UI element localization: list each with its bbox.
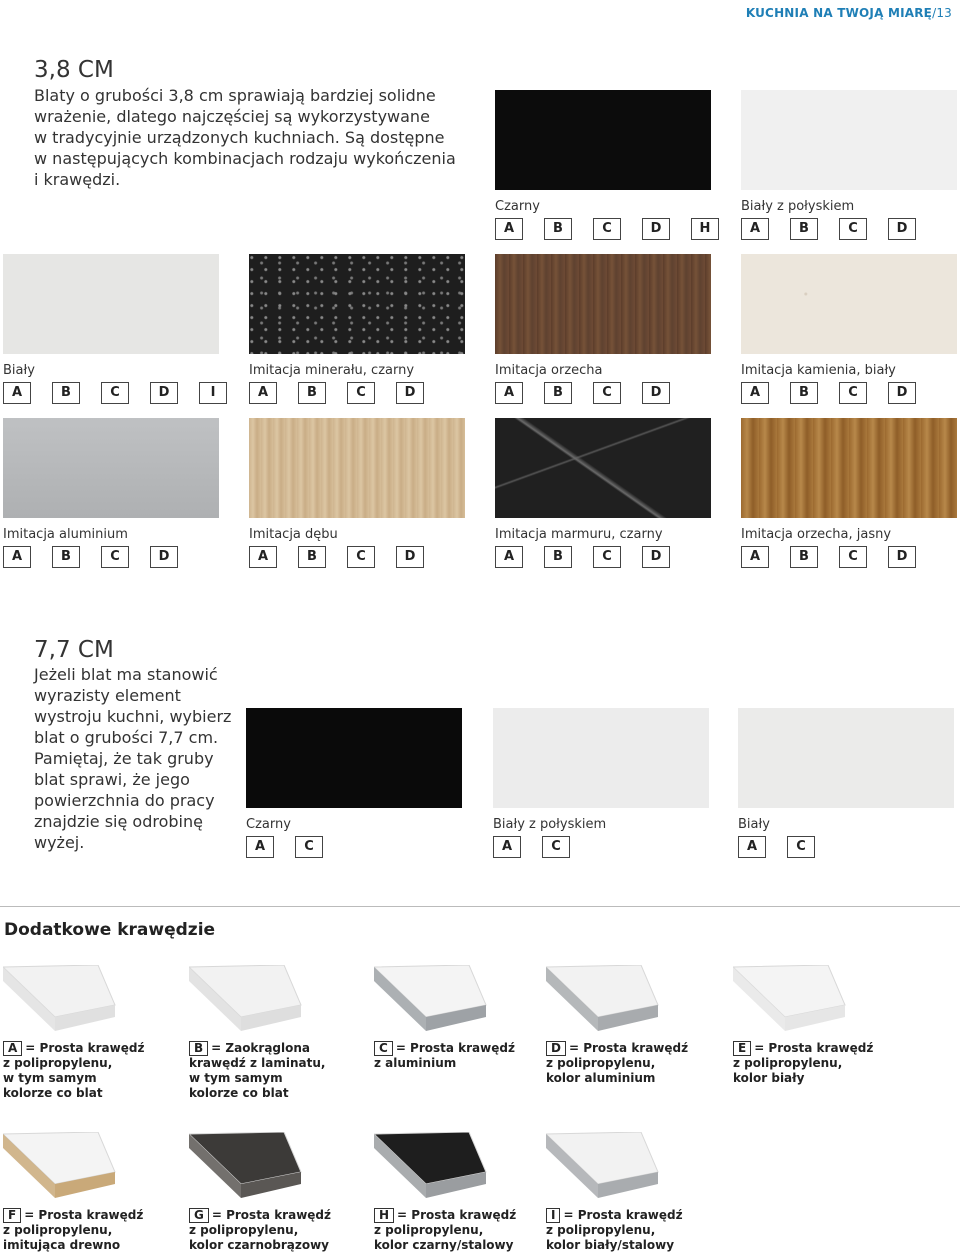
intro-line: Pamiętaj, że tak gruby — [34, 749, 214, 768]
finish-name: Czarny — [246, 817, 291, 832]
edge-code-box: B — [52, 382, 80, 404]
edge-code-box: B — [544, 546, 572, 568]
edge-code-box: A — [495, 546, 523, 568]
section-title-38: 3,8 CM — [34, 57, 114, 83]
section-title-77: 7,7 CM — [34, 637, 114, 663]
finish-name: Imitacja minerału, czarny — [249, 363, 415, 378]
intro-line: i krawędzi. — [34, 170, 121, 189]
edge-code-box: B — [298, 546, 326, 568]
edge-code-box: C — [295, 836, 323, 858]
edge-description-line — [374, 1223, 516, 1238]
intro-line: wrażenie, dlatego najczęściej są wykorzystywane — [34, 107, 430, 126]
edge-description-text: kolorze co blat — [189, 1086, 289, 1100]
edge-description-text: w tym samym — [189, 1071, 283, 1085]
edge-code-box: C — [347, 546, 375, 568]
edge-code-box: D — [642, 546, 670, 568]
edge-description-line — [546, 1208, 683, 1223]
intro-line: wyżej. — [34, 833, 85, 852]
edge-code-box: D — [888, 382, 916, 404]
finish-name: Imitacja aluminium — [3, 527, 128, 542]
edge-description-text: z polipropylenu, — [546, 1223, 656, 1237]
edge-description-line — [3, 1086, 144, 1101]
edge-code-box: D — [396, 546, 424, 568]
edge-description — [189, 1208, 331, 1253]
edge-description-line — [189, 1071, 325, 1086]
edge-code-box: A — [246, 836, 274, 858]
edge-code-box: D — [396, 382, 424, 404]
edge-code-label: F — [3, 1208, 21, 1223]
edge-description — [546, 1208, 683, 1253]
page-header — [746, 6, 952, 20]
edge-description-line — [374, 1238, 516, 1253]
edge-description-line — [3, 1238, 143, 1253]
intro-text-38 — [34, 85, 456, 190]
edge-description-text: imitująca drewno — [3, 1238, 121, 1252]
edge-description — [374, 1208, 516, 1253]
edge-description-line — [189, 1208, 331, 1223]
finish-swatch — [741, 418, 957, 518]
edge-description — [546, 1041, 688, 1086]
edge-description-line — [733, 1071, 873, 1086]
finish-name: Imitacja marmuru, czarny — [495, 527, 663, 542]
edge-description-line — [546, 1056, 688, 1071]
edge-code-label: E — [733, 1041, 751, 1056]
edge-sample-image — [189, 1132, 329, 1202]
intro-line: Blaty o grubości 3,8 cm sprawiają bardziej solidne — [34, 86, 436, 105]
edge-description-text: kolor biały/stalowy — [546, 1238, 675, 1252]
edge-description-line — [3, 1223, 143, 1238]
edge-description-text: kolor czarny/stalowy — [374, 1238, 514, 1252]
edge-code-box: D — [150, 382, 178, 404]
edge-code-box: C — [101, 382, 129, 404]
edge-code-box: B — [790, 546, 818, 568]
finish-swatch — [495, 418, 711, 518]
edge-description-line — [189, 1238, 331, 1253]
edge-code-box: D — [888, 546, 916, 568]
edge-sample-image — [546, 965, 686, 1035]
intro-line: w następujących kombinacjach rodzaju wykończenia — [34, 149, 456, 168]
edge-description-line — [374, 1056, 515, 1071]
finish-swatch — [741, 90, 957, 190]
edge-code-box: B — [790, 218, 818, 240]
edge-code-box: A — [493, 836, 521, 858]
edge-description-text: z polipropylenu, — [374, 1223, 484, 1237]
edge-code-label: B — [189, 1041, 208, 1056]
edge-description-text: = Prosta krawędź — [754, 1041, 874, 1055]
edge-code-box: B — [52, 546, 80, 568]
edge-description-text: = Prosta krawędź — [211, 1208, 331, 1222]
edge-description-text: kolorze co blat — [3, 1086, 103, 1100]
edge-description — [189, 1041, 325, 1101]
edge-description — [374, 1041, 515, 1071]
edge-description-text: z polipropylenu, — [733, 1056, 843, 1070]
finish-name: Imitacja dębu — [249, 527, 338, 542]
edge-code-box: B — [298, 382, 326, 404]
edge-code-label: A — [3, 1041, 22, 1056]
edge-code-box: A — [495, 218, 523, 240]
edges-title: Dodatkowe krawędzie — [4, 920, 216, 940]
edge-code-box: I — [199, 382, 227, 404]
edge-code-box: C — [839, 218, 867, 240]
edge-code-box: D — [888, 218, 916, 240]
edge-code-box: B — [544, 382, 572, 404]
finish-swatch — [249, 254, 465, 354]
edge-description-text: z polipropylenu, — [3, 1056, 113, 1070]
edge-sample-image — [374, 965, 514, 1035]
finish-swatch — [246, 708, 462, 808]
edge-code-box: A — [249, 382, 277, 404]
edge-description-text: = Prosta krawędź — [397, 1208, 517, 1222]
edge-code-box: D — [150, 546, 178, 568]
edge-code-box: A — [741, 382, 769, 404]
edge-code-box: A — [741, 546, 769, 568]
edge-description-line — [189, 1086, 325, 1101]
edge-code-box: A — [3, 382, 31, 404]
edge-code-box: C — [787, 836, 815, 858]
page-number: /13 — [932, 6, 952, 20]
edge-code-label: H — [374, 1208, 394, 1223]
intro-line: powierzchnia do pracy — [34, 791, 215, 810]
finish-name: Czarny — [495, 199, 540, 214]
edge-code-box: C — [101, 546, 129, 568]
edge-description-text: kolor czarnobrązowy — [189, 1238, 329, 1252]
edge-description-line — [3, 1208, 143, 1223]
finish-swatch — [738, 708, 954, 808]
edge-description-text: z polipropylenu, — [189, 1223, 299, 1237]
edge-description-line — [546, 1223, 683, 1238]
edge-description — [733, 1041, 873, 1086]
edge-code-box: A — [495, 382, 523, 404]
finish-name: Imitacja kamienia, biały — [741, 363, 896, 378]
edge-code-box: C — [593, 218, 621, 240]
edge-description-text: kolor aluminium — [546, 1071, 656, 1085]
edge-code-box: C — [542, 836, 570, 858]
intro-line: wyrazisty element — [34, 686, 181, 705]
edge-code-box: A — [738, 836, 766, 858]
edge-code-box: A — [249, 546, 277, 568]
edge-code-box: C — [839, 382, 867, 404]
edge-description-text: z polipropylenu, — [546, 1056, 656, 1070]
edge-description-line — [189, 1041, 325, 1056]
section-divider — [0, 906, 960, 907]
finish-swatch — [3, 254, 219, 354]
edge-code-box: H — [691, 218, 719, 240]
edge-description-text: = Prosta krawędź — [24, 1208, 144, 1222]
edge-description — [3, 1208, 143, 1253]
edge-description-line — [3, 1056, 144, 1071]
edge-description-text: = Prosta krawędź — [563, 1208, 683, 1222]
edge-code-box: C — [347, 382, 375, 404]
finish-name: Biały z połyskiem — [741, 199, 855, 214]
intro-line: w tradycyjnie urządzonych kuchniach. Są dostępne — [34, 128, 445, 147]
edge-description-line — [3, 1071, 144, 1086]
edge-code-box: A — [3, 546, 31, 568]
edge-description-line — [546, 1238, 683, 1253]
edge-code-box: B — [544, 218, 572, 240]
edge-description-text: z polipropylenu, — [3, 1223, 113, 1237]
intro-line: Jeżeli blat ma stanowić — [34, 665, 218, 684]
edge-sample-image — [374, 1132, 514, 1202]
edge-code-label: D — [546, 1041, 566, 1056]
finish-swatch — [493, 708, 709, 808]
edge-description-text: = Prosta krawędź — [568, 1041, 689, 1055]
edge-code-box: D — [642, 218, 670, 240]
edge-description-line — [546, 1041, 688, 1056]
edge-description-line — [3, 1041, 144, 1056]
finish-swatch — [495, 90, 711, 190]
intro-text-77 — [34, 664, 231, 853]
intro-line: blat o grubości 7,7 cm. — [34, 728, 219, 747]
edge-description-text: = Prosta krawędź — [395, 1041, 515, 1055]
edge-description-line — [546, 1071, 688, 1086]
finish-name: Imitacja orzecha, jasny — [741, 527, 892, 542]
finish-name: Biały z połyskiem — [493, 817, 607, 832]
edge-code-box: B — [790, 382, 818, 404]
edge-description-line — [189, 1223, 331, 1238]
intro-line: znajdzie się odrobinę — [34, 812, 203, 831]
finish-swatch — [249, 418, 465, 518]
edge-code-label: I — [546, 1208, 560, 1223]
edge-code-box: C — [593, 546, 621, 568]
edge-description-text: = Zaokrąglona — [211, 1041, 311, 1055]
finish-swatch — [741, 254, 957, 354]
finish-swatch — [495, 254, 711, 354]
edge-code-label: G — [189, 1208, 209, 1223]
edge-code-box: A — [741, 218, 769, 240]
edge-code-label: C — [374, 1041, 393, 1056]
edge-description-text: z aluminium — [374, 1056, 457, 1070]
edge-description-line — [189, 1056, 325, 1071]
edge-sample-image — [733, 965, 873, 1035]
edge-description-line — [733, 1056, 873, 1071]
catalog-section-title: KUCHNIA NA TWOJĄ MIARĘ — [745, 6, 933, 20]
intro-line: blat sprawi, że jego — [34, 770, 190, 789]
edge-sample-image — [3, 1132, 143, 1202]
edge-description-text: kolor biały — [733, 1071, 805, 1085]
finish-swatch — [3, 418, 219, 518]
intro-line: wystroju kuchni, wybierz — [34, 707, 232, 726]
edge-code-box: C — [839, 546, 867, 568]
edge-description — [3, 1041, 144, 1101]
edge-description-line — [374, 1041, 515, 1056]
edge-sample-image — [189, 965, 329, 1035]
edge-description-text: w tym samym — [3, 1071, 97, 1085]
edge-sample-image — [546, 1132, 686, 1202]
edge-code-box: D — [642, 382, 670, 404]
finish-name: Imitacja orzecha — [495, 363, 603, 378]
finish-name: Biały — [3, 363, 35, 378]
edge-code-box: C — [593, 382, 621, 404]
edge-description-line — [374, 1208, 516, 1223]
edge-sample-image — [3, 965, 143, 1035]
edge-description-text: = Prosta krawędź — [25, 1041, 145, 1055]
edge-description-text: krawędź z laminatu, — [189, 1056, 326, 1070]
edge-description-line — [733, 1041, 873, 1056]
finish-name: Biały — [738, 817, 770, 832]
